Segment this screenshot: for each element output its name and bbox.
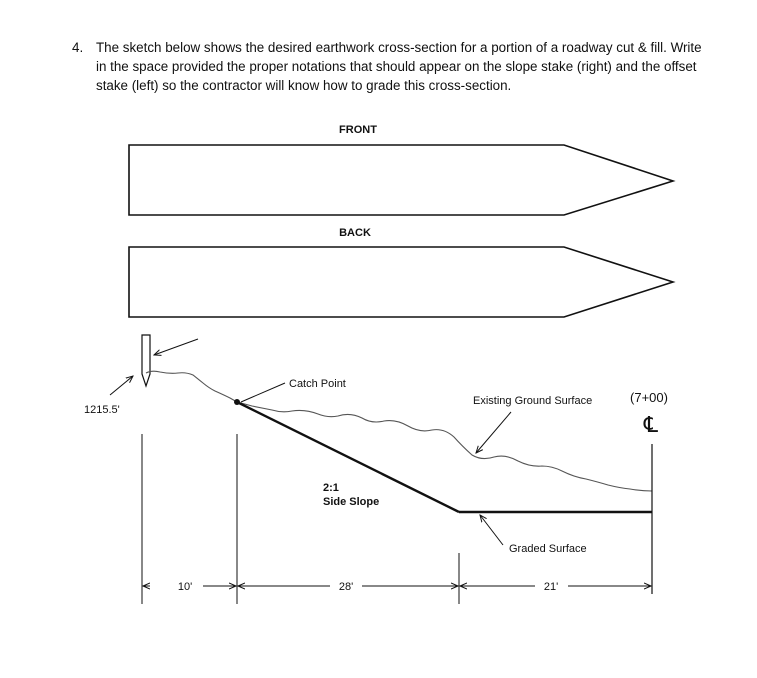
question-number: 4. xyxy=(72,40,84,55)
elevation-label: 1215.5' xyxy=(84,404,120,416)
stake-pointer-arrow xyxy=(154,339,198,355)
question-text: The sketch below shows the desired earthwork cross-section for a portion of a roadway cut & fill. Write in the space provided the proper notations that should appear on the slope stake (right) and the offset stake (left) so the contractor will know how to grade this cross-section. xyxy=(96,40,702,93)
front-stake-outline[interactable] xyxy=(129,145,673,215)
existing-ground-label: Existing Ground Surface xyxy=(473,395,593,407)
front-label: FRONT xyxy=(339,124,377,136)
centerline-icon: ℄ xyxy=(643,412,659,437)
station-label: (7+00) xyxy=(630,390,668,405)
dim-offset-value: 10' xyxy=(177,581,193,593)
elevation-pointer-arrow xyxy=(110,376,133,395)
back-stake-outline[interactable] xyxy=(129,247,673,317)
offset-stake-icon xyxy=(142,335,150,386)
slope-label: Side Slope xyxy=(323,496,380,508)
catch-point-label: Catch Point xyxy=(289,378,346,390)
back-label: BACK xyxy=(339,227,371,239)
slope-ratio: 2:1 xyxy=(323,482,339,494)
dim-halfwidth-value: 21' xyxy=(543,581,559,593)
graded-surface-label: Graded Surface xyxy=(509,543,587,555)
existing-ground-line xyxy=(146,371,652,491)
dim-slope-value: 28' xyxy=(338,581,354,593)
graded-surface-arrow xyxy=(480,515,503,545)
catch-point-leader xyxy=(241,383,285,402)
existing-ground-arrow xyxy=(476,412,511,453)
